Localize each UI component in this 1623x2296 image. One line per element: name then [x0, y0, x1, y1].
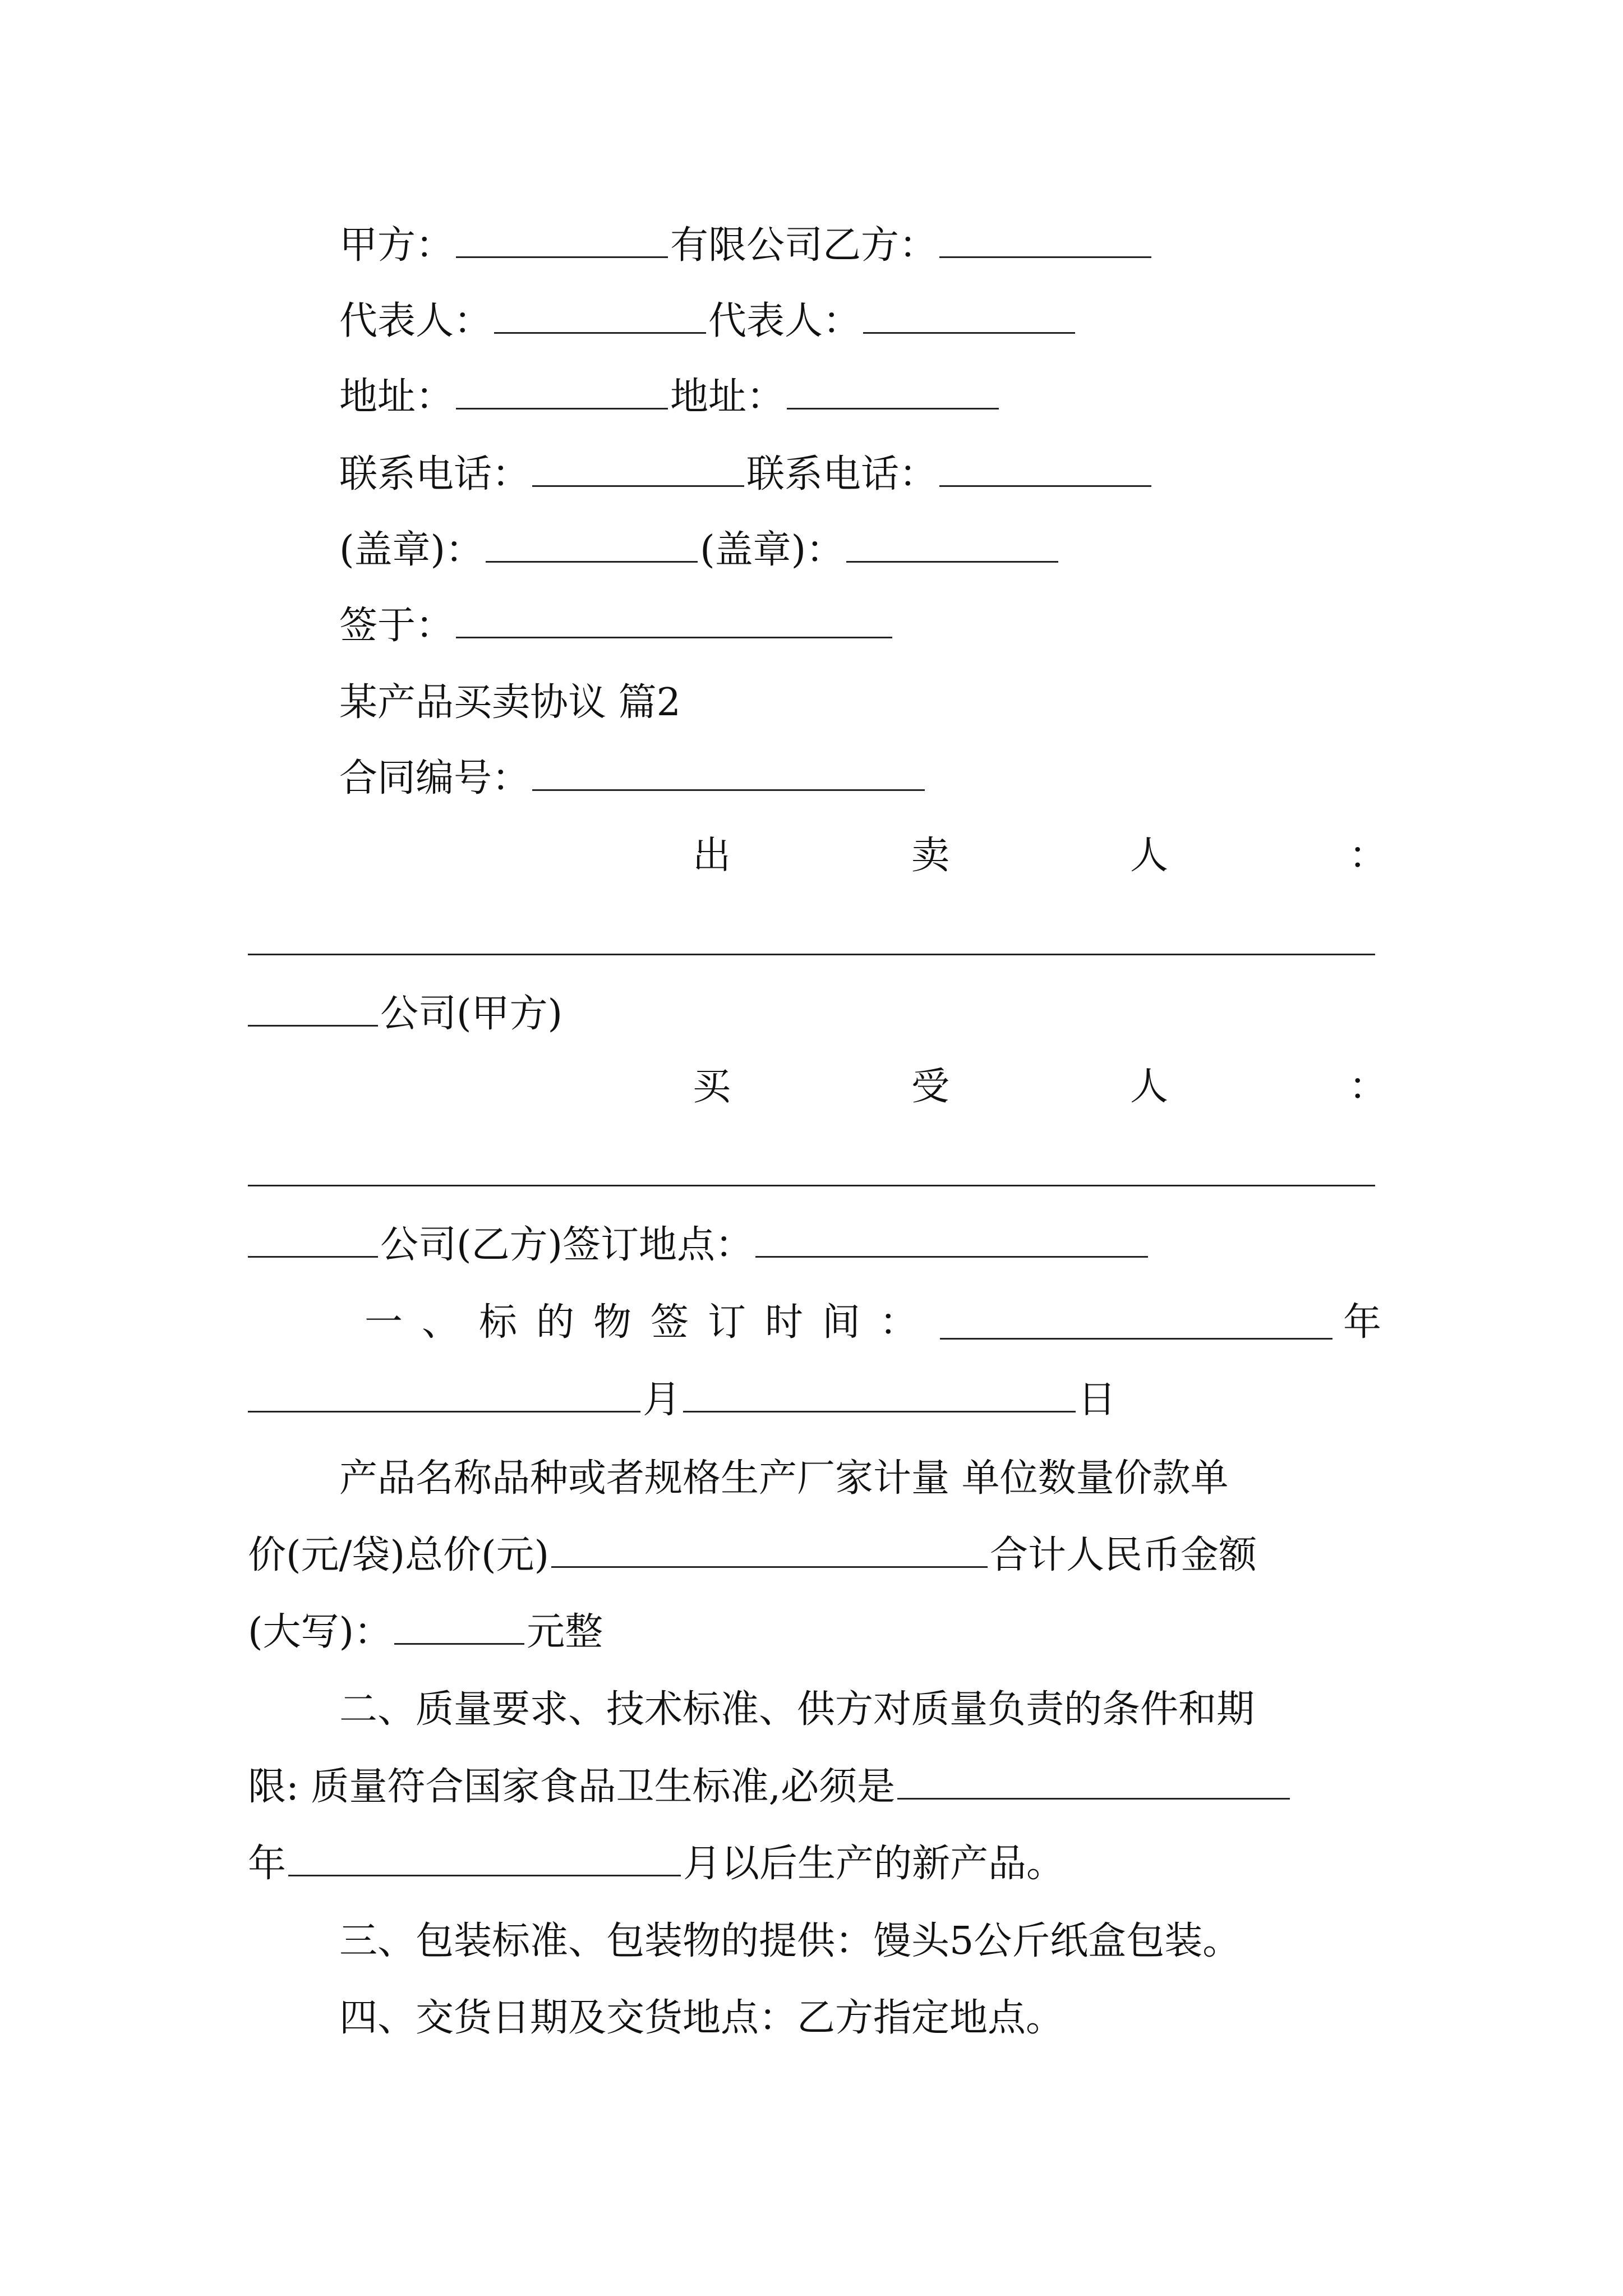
sec1-char-1: 一 — [365, 1300, 403, 1345]
seal-b-label: (盖章)： — [700, 528, 845, 572]
sec2-year-label: 年 — [248, 1842, 287, 1886]
phone-row — [339, 448, 1154, 501]
buyer-blank-line — [248, 1185, 1375, 1186]
buyer-char-4: ： — [1349, 1065, 1387, 1109]
total-price-blank — [551, 1533, 988, 1568]
sec2-year-blank — [897, 1764, 1290, 1800]
buyer-company-label: 公司(乙方)签订地点： — [380, 1223, 754, 1267]
phone-b-label: 联系电话： — [746, 452, 938, 496]
unit-price-label: 价(元/袋)总价(元) — [248, 1533, 550, 1577]
sec2-line-2 — [248, 1760, 1292, 1814]
party-b-label: 有限公司乙方： — [670, 223, 938, 268]
sign-place-blank — [755, 1222, 1148, 1258]
sec3-line: 三、包装标准、包装物的提供：馒头5公斤纸盒包装。 — [339, 1919, 1241, 1963]
sec1-char-3: 标 — [479, 1300, 518, 1345]
party-a-label: 甲方： — [339, 223, 454, 268]
addr-b-label: 地址： — [670, 375, 785, 419]
rep-b-label: 代表人： — [708, 299, 861, 343]
section-title: 某产品买卖协议 篇2 — [339, 680, 681, 725]
day-label: 日 — [1078, 1378, 1117, 1422]
sec1-char-10: ： — [879, 1300, 918, 1345]
sec1-char-5: 物 — [593, 1300, 632, 1345]
addr-b-blank — [787, 374, 999, 409]
addr-a-label: 地址： — [339, 375, 454, 419]
contract-number-row — [339, 752, 927, 806]
product-line-1: 产品名称品种或者规格生产厂家计量 单位数量价款单 — [339, 1456, 1229, 1501]
representative-row — [339, 295, 1077, 348]
signed-row — [339, 599, 895, 653]
product-line-3 — [248, 1605, 603, 1659]
sec1-char-6: 签 — [651, 1300, 689, 1345]
capital-label: (大写)： — [248, 1610, 393, 1654]
seller-company-row — [248, 987, 562, 1041]
address-row — [339, 370, 1001, 424]
product-line-2 — [248, 1529, 1257, 1582]
buyer-company-blank — [248, 1222, 378, 1258]
party-b-blank — [939, 223, 1151, 258]
rep-b-blank — [863, 298, 1075, 334]
capital-blank — [394, 1609, 524, 1645]
month-day-row — [248, 1373, 1116, 1427]
sec1-char-8: 时 — [765, 1300, 804, 1345]
seller-company-label: 公司(甲方) — [380, 992, 563, 1036]
buyer-company-row — [248, 1218, 1150, 1272]
sec1-char-4: 的 — [536, 1300, 575, 1345]
party-a-row — [339, 219, 1154, 273]
sec2-month-blank — [288, 1841, 681, 1876]
sec2-line-3 — [248, 1837, 1064, 1891]
seller-company-blank — [248, 991, 378, 1027]
phone-a-blank — [532, 452, 744, 487]
buyer-char-1: 买 — [693, 1065, 731, 1109]
sec2-line-3-text: 月以后生产的新产品。 — [683, 1842, 1065, 1886]
seal-b-blank — [846, 527, 1058, 563]
phone-b-blank — [939, 452, 1151, 487]
seal-a-blank — [486, 527, 698, 563]
sec1-char-2: 、 — [422, 1300, 460, 1345]
seal-a-label: (盖章)： — [339, 528, 484, 572]
signed-at-blank — [456, 603, 892, 638]
day-blank — [683, 1377, 1076, 1412]
year-label: 年 — [1343, 1300, 1382, 1345]
buyer-char-2: 受 — [911, 1065, 950, 1109]
buyer-char-3: 人 — [1130, 1065, 1169, 1109]
yuan-label: 元整 — [527, 1610, 603, 1654]
party-a-blank — [456, 223, 668, 258]
sec2-line-2-text: 限: 质量符合国家食品卫生标准,必须是 — [248, 1765, 896, 1809]
sec1-char-9: 间 — [822, 1300, 861, 1345]
rep-a-blank — [494, 298, 706, 334]
contract-no-blank — [532, 756, 925, 791]
seller-char-3: 人 — [1130, 834, 1169, 878]
seal-row — [339, 523, 1061, 577]
seller-char-1: 出 — [693, 834, 731, 878]
rep-a-label: 代表人： — [339, 299, 492, 343]
signed-at-label: 签于： — [339, 604, 454, 648]
year-blank — [940, 1338, 1332, 1340]
seller-char-4: ： — [1349, 834, 1387, 878]
contract-no-label: 合同编号： — [339, 756, 531, 800]
phone-a-label: 联系电话： — [339, 452, 531, 496]
sec2-line-1: 二、质量要求、技术标准、供方对质量负责的条件和期 — [339, 1687, 1255, 1732]
sec1-char-7: 订 — [708, 1300, 746, 1345]
addr-a-blank — [456, 374, 668, 409]
month-label: 月 — [643, 1378, 681, 1422]
seller-blank-line — [248, 954, 1375, 955]
sec4-line: 四、交货日期及交货地点：乙方指定地点。 — [339, 1996, 1064, 2040]
seller-char-2: 卖 — [911, 834, 950, 878]
total-amount-label: 合计人民币金额 — [990, 1533, 1257, 1577]
month-blank — [248, 1377, 640, 1412]
